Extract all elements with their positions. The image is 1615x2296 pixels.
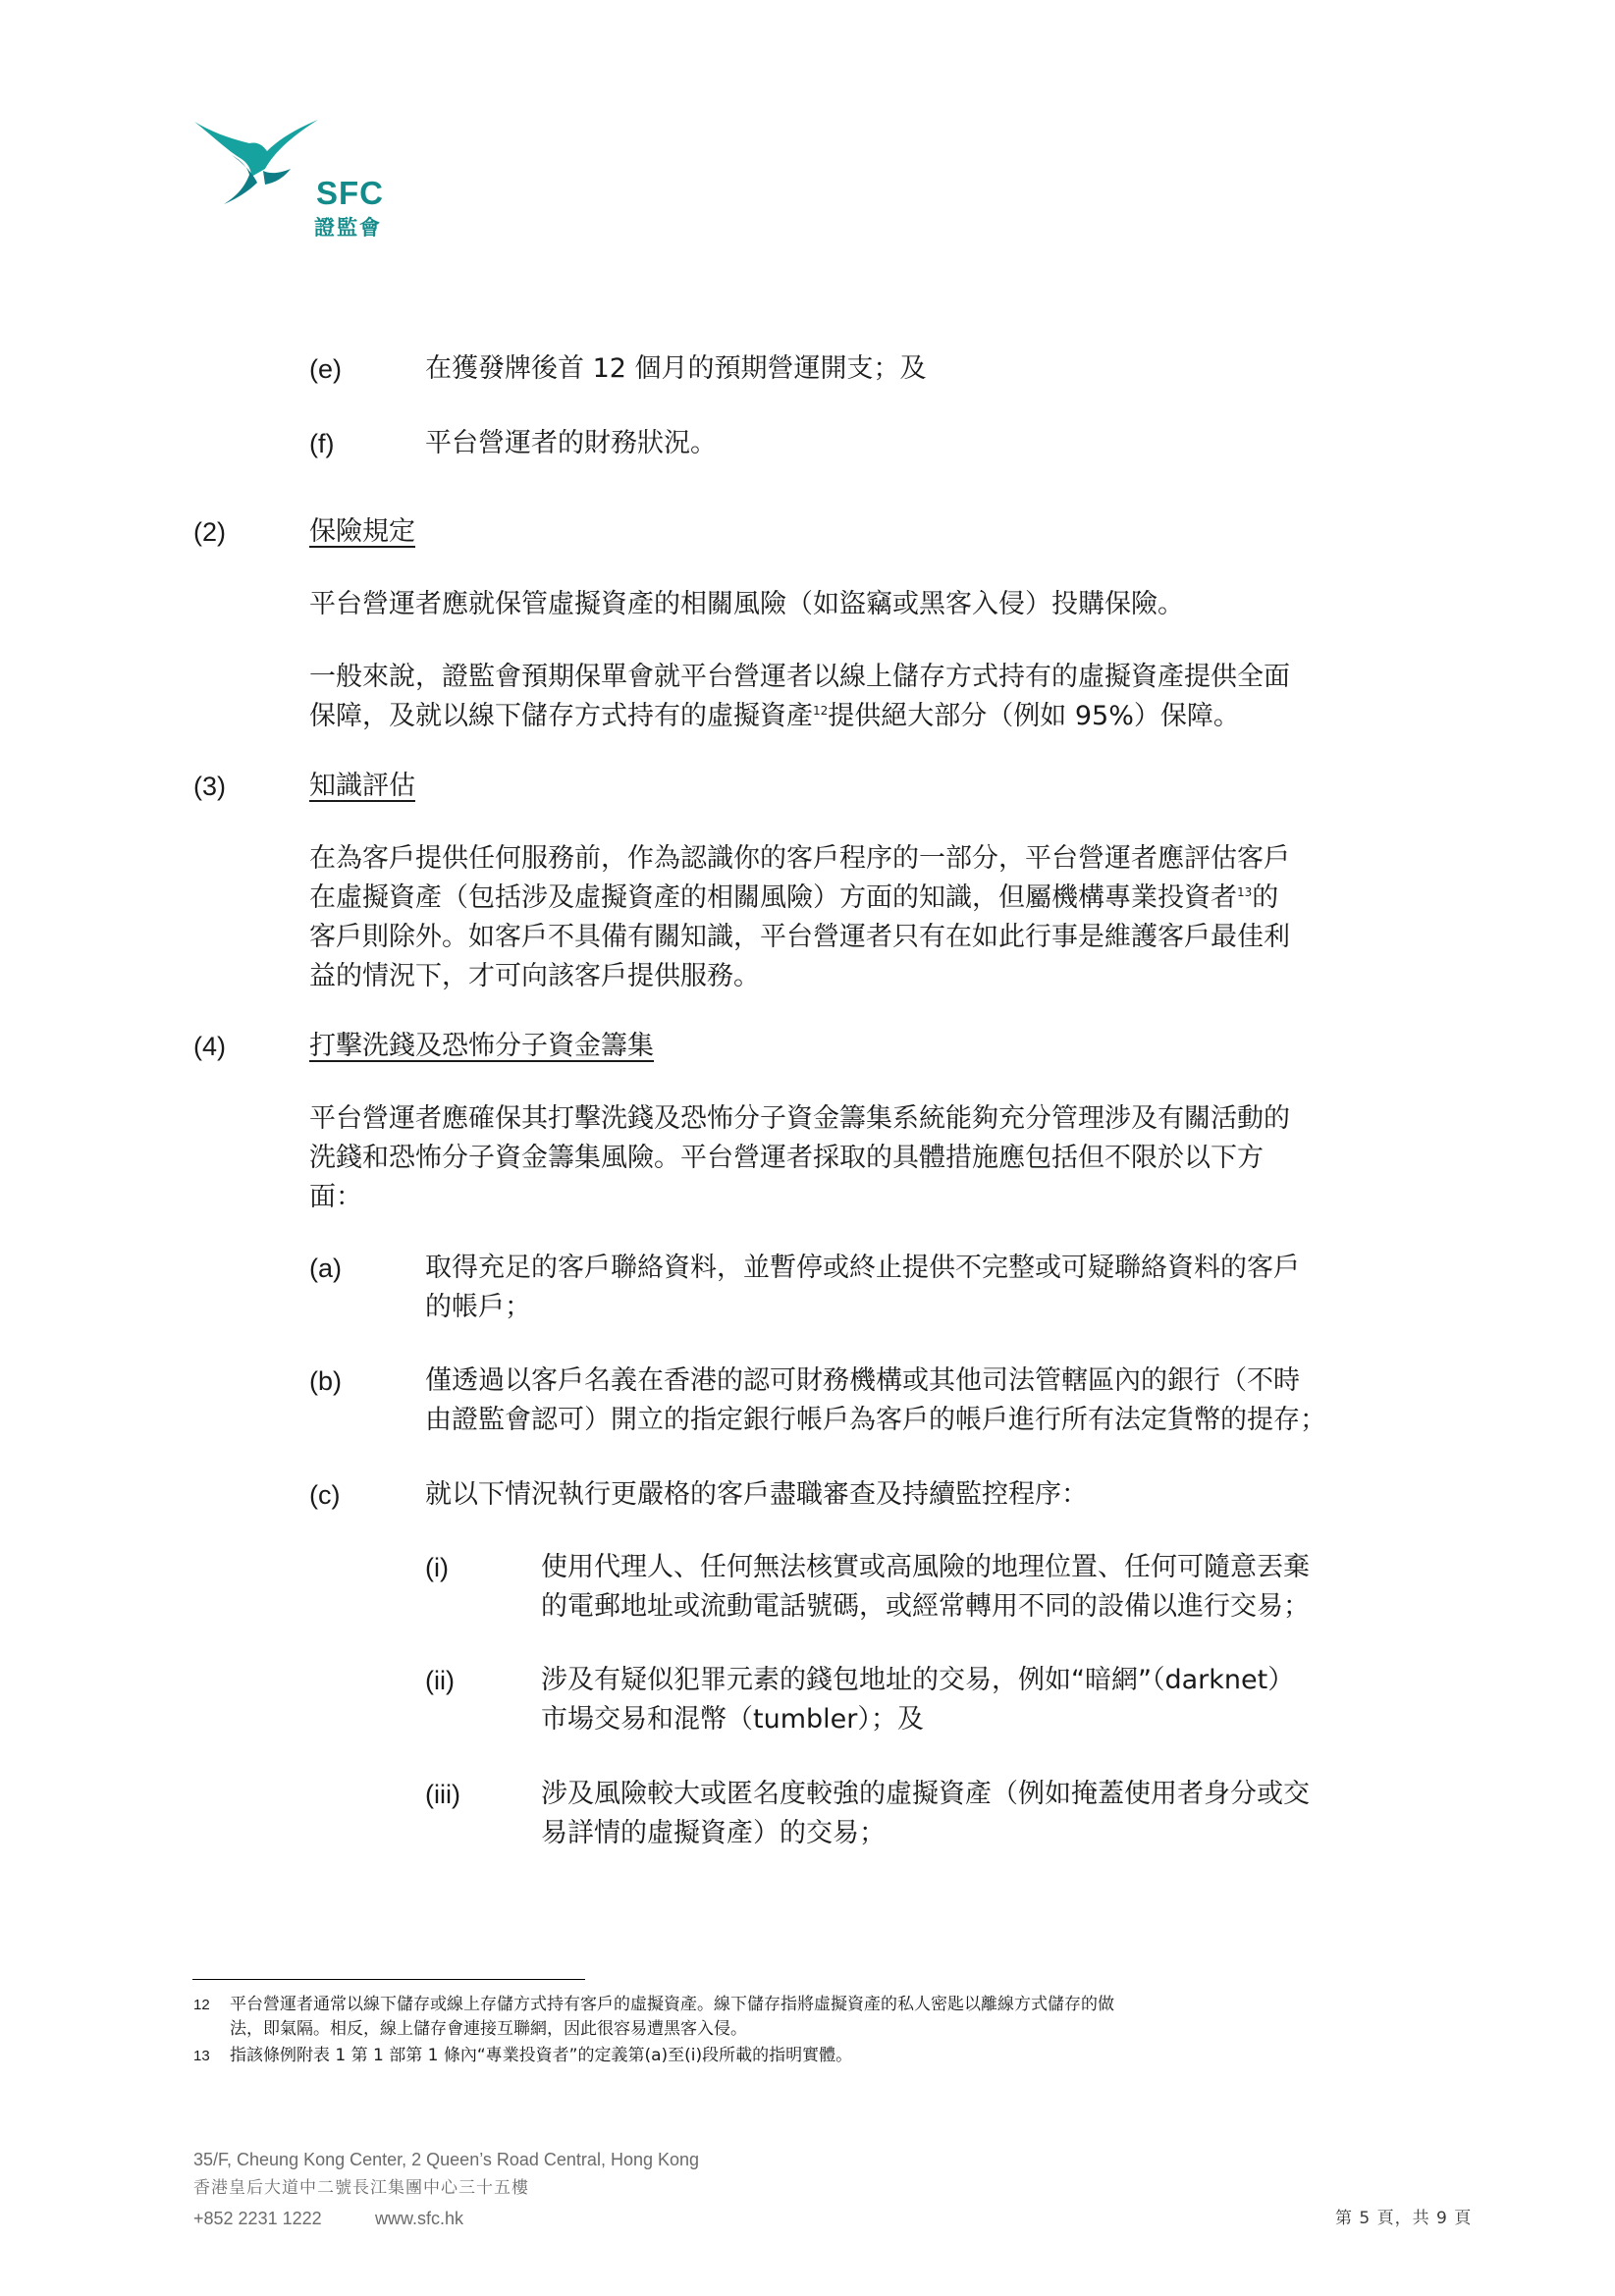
section-3-line2b: 的: [1252, 882, 1279, 913]
section-3-heading: 知識評估: [309, 771, 415, 801]
section-4-number: (4): [193, 1032, 226, 1061]
section-4-heading: 打擊洗錢及恐怖分子資金籌集: [309, 1031, 654, 1061]
subitem-ii-line2: 市場交易和混幣（tumbler）；及: [541, 1704, 924, 1735]
page-number: 第 5 頁，共 9 頁: [1335, 2209, 1473, 2228]
item-b-line1: 僅透過以客戶名義在香港的認可財務機構或其他司法管轄區內的銀行（不時: [425, 1365, 1300, 1396]
section-2-para2-line2b: 提供絕大部分（例如 95%）保障。: [828, 701, 1240, 731]
subitem-iii-marker: (iii): [425, 1780, 460, 1809]
subitem-i-line1: 使用代理人、任何無法核實或高風險的地理位置、任何可隨意丟棄: [541, 1552, 1310, 1582]
item-a-line2: 的帳戶；: [425, 1292, 531, 1322]
item-c-marker: (c): [309, 1480, 341, 1510]
item-f-text: 平台營運者的財務狀況。: [425, 428, 717, 458]
item-a-marker: (a): [309, 1254, 342, 1283]
section-2-para2-line2a: 保障，及就以線下儲存方式持有的虛擬資產: [309, 701, 813, 731]
subitem-ii-marker: (ii): [425, 1666, 455, 1695]
section-4-line1: 平台營運者應確保其打擊洗錢及恐怖分子資金籌集系統能夠充分管理涉及有關活動的: [309, 1103, 1290, 1134]
section-2-para1: 平台營運者應就保管虛擬資產的相關風險（如盜竊或黑客入侵）投購保險。: [309, 589, 1184, 619]
item-b-line2: 由證監會認可）開立的指定銀行帳戶為客戶的帳戶進行所有法定貨幣的提存；: [425, 1405, 1326, 1435]
section-2-para2-line1: 一般來說，證監會預期保單會就平台營運者以線上儲存方式持有的虛擬資產提供全面: [309, 662, 1290, 692]
section-3-line4: 益的情況下，才可向該客戶提供服務。: [309, 961, 760, 991]
section-2-heading: 保險規定: [309, 516, 415, 547]
footnote-12-line2: 法，即氣隔。相反，線上儲存會連接互聯網，因此很容易遭黑客入侵。: [230, 2019, 747, 2039]
logo-chinese-text: 證監會: [314, 216, 382, 240]
footnote-13-number: 13: [193, 2048, 210, 2064]
item-f-marker: (f): [309, 429, 335, 458]
section-4-line2: 洗錢和恐怖分子資金籌集風險。平台營運者採取的具體措施應包括但不限於以下方: [309, 1143, 1264, 1173]
footnote-ref-13: 13: [1237, 885, 1253, 899]
section-3-line1: 在為客戶提供任何服務前，作為認識你的客戶程序的一部分，平台營運者應評估客戶: [309, 843, 1290, 874]
footnote-13-line1: 指該條例附表 1 第 1 部第 1 條內“專業投資者”的定義第(a)至(i)段所載的指明實體。: [230, 2046, 853, 2065]
section-3-number: (3): [193, 772, 226, 801]
item-e-marker: (e): [309, 354, 342, 384]
footnote-12-line1: 平台營運者通常以線下儲存或線上存儲方式持有客戶的虛擬資產。線下儲存指將虛擬資產的私人密匙以離線方式儲存的做: [230, 1995, 1114, 2014]
footer-address-en: 35/F, Cheung Kong Center, 2 Queen’s Road Central, Hong Kong: [193, 2150, 700, 2169]
footer-website[interactable]: www.sfc.hk: [375, 2209, 464, 2228]
sfc-logo: [192, 116, 389, 240]
footnote-12-number: 12: [193, 1997, 210, 2013]
subitem-iii-line1: 涉及風險較大或匿名度較強的虛擬資產（例如掩蓋使用者身分或交: [541, 1779, 1310, 1809]
footer-phone: +852 2231 1222: [193, 2209, 322, 2228]
section-3-line2a: 在虛擬資產（包括涉及虛擬資產的相關風險）方面的知識，但屬機構專業投資者: [309, 882, 1237, 913]
item-e-text: 在獲發牌後首 12 個月的預期營運開支；及: [425, 353, 927, 384]
subitem-ii-line1: 涉及有疑似犯罪元素的錢包地址的交易，例如“暗網”（darknet）: [541, 1665, 1295, 1695]
subitem-i-marker: (i): [425, 1553, 449, 1582]
eagle-icon: [192, 116, 320, 204]
logo-text: SFC: [316, 175, 384, 211]
item-a-line1: 取得充足的客戶聯絡資料，並暫停或終止提供不完整或可疑聯絡資料的客戶: [425, 1253, 1300, 1283]
section-4-line3: 面：: [309, 1182, 362, 1212]
item-b-marker: (b): [309, 1366, 342, 1396]
footer-address-zh: 香港皇后大道中二號長江集團中心三十五樓: [193, 2178, 529, 2198]
item-c-line1: 就以下情況執行更嚴格的客戶盡職審查及持續監控程序：: [425, 1479, 1088, 1510]
section-3-line3: 客戶則除外。如客戶不具備有關知識，平台營運者只有在如此行事是維護客戶最佳利: [309, 922, 1290, 952]
footnote-ref-12: 12: [813, 704, 829, 718]
section-2-number: (2): [193, 517, 226, 547]
section-2-para2-line2: [309, 697, 1240, 736]
subitem-iii-line2: 易詳情的虛擬資產）的交易；: [541, 1818, 886, 1848]
subitem-i-line2: 的電郵地址或流動電話號碼，或經常轉用不同的設備以進行交易；: [541, 1591, 1310, 1622]
section-3-line2: [309, 879, 1278, 918]
footnote-divider: [192, 1979, 585, 1980]
